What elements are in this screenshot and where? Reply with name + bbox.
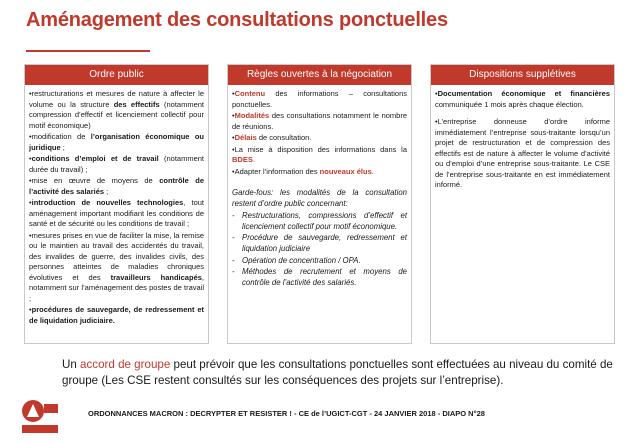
list-item: •procédures de sauvegarde, de redressement et de liquidation judiciaire. bbox=[29, 305, 204, 325]
list-item: •Adapter l’information des nouveaux élus. bbox=[232, 166, 374, 176]
list-item: •Délais de consultation. bbox=[232, 133, 312, 142]
garde-fous-intro: Garde-fous: les modalités de la consultation restent d’ordre public concernant: bbox=[232, 188, 407, 209]
list-item: - Procédure de sauvegarde, redressement et liquidation judiciaire bbox=[232, 232, 407, 255]
list-item: •conditions d’emploi et de travail (notamment durée du travail) ; bbox=[29, 154, 204, 174]
suppletives-panel bbox=[430, 64, 615, 344]
list-item: - Opération de concentration / OPA. bbox=[232, 255, 407, 266]
ordre-public-panel bbox=[24, 64, 209, 344]
suppletives-header: Dispositions supplétives bbox=[431, 65, 614, 85]
page-title: Aménagement des consultations ponctuelles bbox=[26, 9, 448, 31]
list-item: •introduction de nouvelles technologies, tout aménagement important modifiant les conditions de santé et de sécurité ou les conditions de travail ; bbox=[29, 198, 204, 228]
list-item: •La mise à disposition des informations dans la BDES. bbox=[232, 144, 407, 164]
accord-de-groupe-text: Un accord de groupe peut prévoir que les consultations ponctuelles sont effectuées au niveau du comité de groupe (Les CSE restent consultés sur les conséquences des projets sur l’entreprise). bbox=[62, 358, 613, 388]
list-item: •mesures prises en vue de faciliter la mise, la remise ou le maintien au travail des accidentés du travail, des invalides de guerre, des invalides civils, des personnes atteintes de maladies chroniques évolutives et des travailleurs handicapés, notamment sur l’aménagement des postes de travail ; bbox=[29, 230, 205, 303]
list-item: •Modalités des consultations notamment le nombre de réunions. bbox=[232, 111, 407, 131]
list-item: •restructurations et mesures de nature à affecter le volume ou la structure des effectifs (notamment compression d’effectif et licenciement collectif pour motif économique) bbox=[29, 89, 204, 130]
negociation-panel bbox=[227, 64, 412, 344]
list-item: •modification de l’organisation économique ou juridique ; bbox=[29, 132, 204, 152]
title-underline bbox=[26, 50, 150, 52]
list-item: - Méthodes de recrutement et moyens de contrôle de l’activité des salariés. bbox=[232, 266, 407, 289]
list-item: - Restructurations, compressions d’effectif et licenciement collectif pour motif économique. bbox=[232, 210, 407, 233]
negociation-header: Règles ouvertes à la négociation bbox=[228, 65, 411, 85]
suppletives-list bbox=[431, 85, 614, 191]
negociation-list bbox=[228, 85, 411, 177]
ugict-cgt-logo bbox=[20, 395, 60, 435]
slide-footer: ORDONNANCES MACRON : DECRYPTER ET RESISTER ! - CE de l’UGICT-CGT - 24 JANVIER 2018 - DIAPO N°28 bbox=[88, 409, 485, 418]
list-item: •mise en œuvre de moyens de contrôle de l’activité des salariés ; bbox=[29, 176, 204, 196]
garde-fous-list bbox=[232, 210, 407, 289]
list-item: •Documentation économique et financières communiquée 1 mois après chaque élection. bbox=[435, 89, 610, 109]
list-item: •L’entreprise donneuse d’ordre informe immédiatement l’entreprise sous-traitante lorsqu’un projet de restructuration et de compression des effectifs est de nature à affecter le volume d’activité ou d’emploi d’une entreprise sous-traitante. Le CSE de l’entreprise sous-traitante en est immédiatement informé. bbox=[435, 117, 610, 189]
ordre-public-list bbox=[25, 85, 208, 326]
garde-fous-note bbox=[232, 187, 407, 289]
accord-de-groupe-highlight: accord de groupe bbox=[80, 358, 171, 371]
ordre-public-header: Ordre public bbox=[25, 65, 208, 85]
list-item: •Contenu des informations – consultations ponctuelles. bbox=[232, 89, 407, 109]
